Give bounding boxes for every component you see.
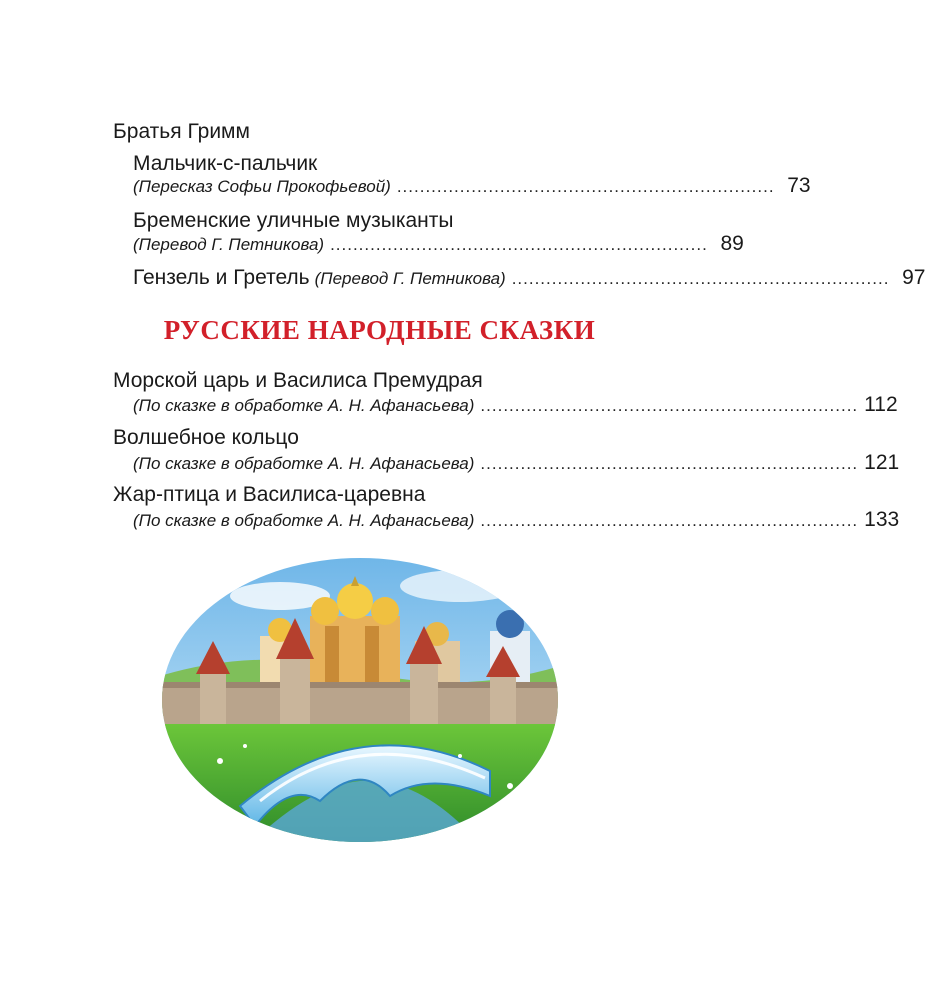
toc-entry-note: (По сказке в обработке А. Н. Афанасьева): [133, 454, 475, 473]
toc-entry-row[interactable]: [133, 232, 744, 257]
section-heading: РУССКИЕ НАРОДНЫЕ СКАЗКИ: [163, 315, 596, 345]
toc-entry-title[interactable]: Морской царь и Василиса Премудрая: [113, 369, 483, 392]
toc-entry-title[interactable]: Мальчик-с-пальчик: [133, 152, 318, 175]
dot-leader: ..................................................................: [330, 235, 708, 254]
toc-entry-title[interactable]: Жар-птица и Василиса-царевна: [113, 483, 426, 506]
toc-entry-note: (По сказке в обработке А. Н. Афанасьева): [133, 511, 475, 530]
dot-leader: ..................................................................: [480, 454, 859, 473]
toc-entry-row[interactable]: [133, 451, 900, 476]
dot-leader: ..................................................................: [480, 511, 859, 530]
dot-leader: ..................................................................: [480, 396, 859, 415]
toc-entry-row[interactable]: [133, 266, 925, 291]
toc-entry-row[interactable]: [133, 393, 898, 418]
toc-entry-note: (Перевод Г. Петникова): [314, 269, 506, 288]
toc-entry-note: (Пересказ Софьи Прокофьевой): [133, 177, 391, 196]
page-number: 121: [864, 451, 900, 474]
page-number: 89: [720, 232, 744, 255]
toc-entry-note: (Перевод Г. Петникова): [133, 235, 325, 254]
kremlin-illustration: [160, 556, 560, 844]
page-number: 133: [864, 508, 900, 531]
toc-entry-title[interactable]: Бременские уличные музыканты: [133, 209, 454, 232]
toc-entry-row[interactable]: [133, 508, 900, 533]
toc-entry-row[interactable]: [133, 174, 811, 199]
dot-leader: ..................................................................: [396, 177, 775, 196]
toc-entry-title[interactable]: Волшебное кольцо: [113, 426, 299, 449]
dot-leader: ..................................................................: [511, 269, 890, 288]
toc-entry-note: (По сказке в обработке А. Н. Афанасьева): [133, 396, 475, 415]
toc-entry-title: Гензель и Гретель: [133, 266, 310, 289]
author-heading: Братья Гримм: [113, 120, 250, 143]
page-number: 73: [787, 174, 811, 197]
page-number: 112: [864, 393, 898, 416]
page-number: 97: [902, 266, 925, 289]
